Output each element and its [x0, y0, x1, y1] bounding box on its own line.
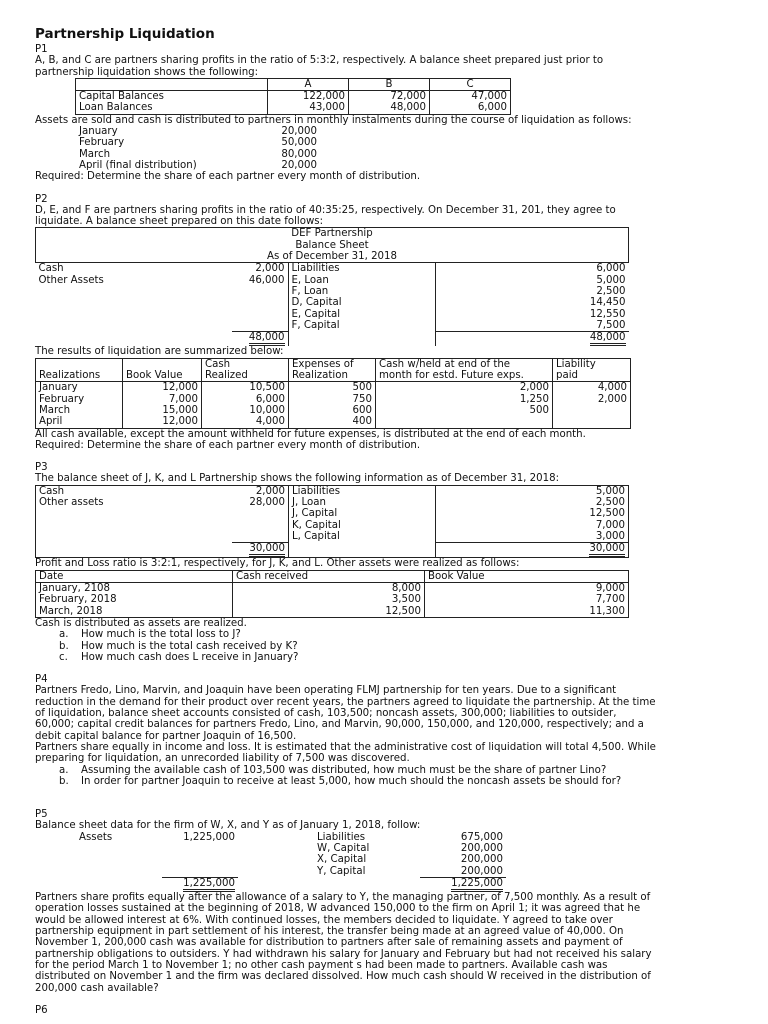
p3-total-liabs-value: 30,000 [589, 543, 625, 557]
p2-cell: 2,000 [376, 382, 553, 394]
p2-liab-amount: 2,500 [435, 286, 629, 297]
p2-liab-amount: 7,500 [435, 320, 629, 332]
p1-row-label: Capital Balances [76, 91, 268, 103]
p3-question [35, 629, 735, 640]
p5-line: would be allowed interest at 6%. With continued losses, the members decided to liquidate. Y agreed to take over [35, 914, 613, 926]
p2-cell [553, 416, 631, 428]
p3-question [35, 641, 735, 652]
p2-cell: 2,000 [553, 394, 631, 405]
p5-line: for the period March 1 to November 1; no other cash payment s had been made to partners. Available cash was [35, 959, 608, 971]
p5-liab-amount: 200,000 [460, 843, 503, 854]
p3-intro: The balance sheet of J, K, and L Partnership shows the following information as of December 31, 2018: [35, 473, 560, 485]
p3-question [35, 652, 735, 663]
p2-liab-label: F, Loan [291, 285, 329, 297]
p3-after: Cash is distributed as assets are realized. [35, 617, 247, 629]
p6-heading: P6 [35, 1004, 48, 1016]
p3-asset-amount: 2,000 [232, 485, 289, 497]
p2-bs-date: As of December 31, 2018 [36, 251, 629, 263]
p3-liab-label: Liabilities [289, 485, 436, 497]
p2-liab-amount: 12,550 [435, 309, 629, 320]
p2-heading: P2 [35, 193, 48, 205]
p3-total-assets [232, 543, 289, 558]
problem-p6 [35, 1005, 735, 1016]
installment-amount: 20,000 [281, 159, 317, 171]
p2-cell: 12,000 [123, 416, 202, 428]
p2-total-liabs [435, 332, 629, 347]
p4-question [35, 765, 735, 776]
p2-cell: 500 [289, 382, 376, 394]
p4-line: Partners share equally in income and loss. It is estimated that the administrative cost of liquidation will total 4,500. While [35, 741, 656, 753]
p2-header: Cash [202, 358, 289, 370]
p1-col-c: C [430, 78, 511, 90]
p3-liab-label: J, Capital [292, 508, 338, 520]
p1-cell: 47,000 [430, 91, 511, 103]
p3-header: Cash received [233, 570, 425, 582]
installment-amount: 80,000 [281, 148, 317, 160]
p4-line: debit capital balance for partner Joaquin of 16,500. [35, 730, 297, 742]
question-text: How much cash does L receive in January? [81, 651, 299, 663]
p5-total-assets [162, 877, 238, 892]
p2-header: Book Value [123, 370, 202, 382]
p2-header: Expenses of [289, 358, 376, 370]
p5-total-liabs-value: 1,225,000 [451, 878, 503, 892]
p2-cell: 15,000 [123, 405, 202, 416]
p3-cell: 12,500 [233, 606, 425, 618]
document-page [35, 26, 735, 1016]
p3-total-assets-value: 30,000 [249, 543, 285, 557]
p3-cell: 9,000 [425, 583, 629, 595]
question-letter: c. [59, 651, 68, 663]
installment-month: February [79, 137, 125, 149]
p2-cell: 7,000 [123, 394, 202, 405]
installment-amount: 50,000 [281, 137, 317, 149]
p1-required: Required: Determine the share of each partner every month of distribution. [35, 171, 421, 183]
p2-cell: 10,500 [202, 382, 289, 394]
p2-required: Required: Determine the share of each partner every month of distribution. [35, 439, 421, 451]
question-text: How much is the total cash received by K? [81, 640, 298, 652]
page-title: Partnership Liquidation [35, 26, 215, 42]
p5-line: partnership obligations to outsiders. Y had withdrawn his salary for January and February but had not received his salary [35, 948, 652, 960]
p2-liab-amount: 5,000 [435, 275, 629, 286]
p3-cell: 3,500 [233, 594, 425, 605]
p2-bs-title: DEF Partnership [36, 228, 629, 240]
p3-cell: March, 2018 [36, 606, 233, 618]
p5-total-assets-value: 1,225,000 [183, 878, 235, 892]
p2-header: Cash w/held at end of the [376, 358, 553, 370]
p2-after: All cash available, except the amount withheld for future expenses, is distributed at the end of each month. [35, 428, 586, 440]
p3-header: Date [36, 570, 233, 582]
p5-assets-amount: 1,225,000 [183, 831, 235, 843]
problem-p4 [35, 674, 735, 787]
p2-header: Realizations [36, 370, 123, 382]
p1-cell: 122,000 [268, 91, 349, 103]
p3-ratio: Profit and Loss ratio is 3:2:1, respectively, for J, K, and L. Other assets were realized as follows: [35, 558, 520, 570]
p5-line: operation losses sustained at the beginning of 2018, W advanced 150,000 to the firm on April 1; it was agreed that he [35, 903, 641, 915]
p2-cell: 4,000 [202, 416, 289, 428]
p5-line: 200,000 cash available? [35, 982, 159, 994]
p2-intro-line-1: D, E, and F are partners sharing profits in the ratio of 40:35:25, respectively. On December 31, 201, they agree to [35, 204, 616, 216]
p3-asset-label: Other assets [36, 497, 233, 508]
p5-total-liabs [420, 877, 506, 892]
p2-liab-amount: 6,000 [435, 263, 629, 275]
p3-liab-amount: 2,500 [436, 497, 629, 508]
p3-total-liabs [436, 543, 629, 558]
p4-line: reduction in the demand for their product over recent years, the partners agreed to liquidate the partnership. At the time [35, 696, 656, 708]
p2-liab-label: E, Capital [291, 308, 341, 320]
question-letter: b. [59, 775, 69, 787]
p3-liab-label: L, Capital [292, 530, 340, 542]
p3-liab-amount: 3,000 [436, 531, 629, 543]
p2-bs-subtitle: Balance Sheet [36, 240, 629, 251]
p2-header: Liability [553, 358, 631, 370]
question-letter: b. [59, 640, 69, 652]
p2-cell: 1,250 [376, 394, 553, 405]
p3-liab-amount: 5,000 [436, 485, 629, 497]
problem-p3 [35, 462, 735, 663]
p5-liab-amount: 200,000 [460, 854, 503, 866]
p2-cell: 600 [289, 405, 376, 416]
p2-cell [376, 416, 553, 428]
p3-header: Book Value [425, 570, 629, 582]
p2-summary: The results of liquidation are summarized below: [35, 346, 284, 358]
p2-cell: January [36, 382, 123, 394]
p2-asset-label: Cash [38, 263, 64, 275]
p4-question [35, 776, 735, 787]
p2-cell: April [36, 416, 123, 428]
p5-liab-amount: 675,000 [460, 831, 503, 843]
p3-cell: 8,000 [233, 583, 425, 595]
p2-balance-sheet [35, 227, 629, 346]
question-text: How much is the total loss to J? [81, 629, 241, 641]
p1-balance-table [75, 78, 511, 115]
p1-col-b: B [349, 78, 430, 90]
p2-header: paid [553, 370, 631, 382]
p2-cell: 400 [289, 416, 376, 428]
p4-line: of liquidation, balance sheet accounts consisted of cash, 103,500; noncash assets, 300,000; liabilities to outsider, [35, 708, 617, 720]
p1-col-a: A [268, 78, 349, 90]
p5-liab-amount: 200,000 [420, 866, 506, 878]
p2-liab-label: E, Loan [291, 274, 329, 286]
p3-balance-sheet [35, 485, 629, 559]
p5-assets-label: Assets [79, 831, 113, 843]
p3-cell: January, 2108 [36, 583, 233, 595]
p1-heading: P1 [35, 44, 48, 55]
p2-total-assets-value: 48,000 [249, 332, 285, 346]
question-letter: a. [59, 629, 69, 641]
p2-intro-line-2: liquidate. A balance sheet prepared on this date follows: [35, 216, 324, 228]
p3-liab-amount: 12,500 [436, 508, 629, 519]
p1-cell: 72,000 [349, 91, 430, 103]
problem-p1 [35, 44, 735, 183]
p2-total-liabs-value: 48,000 [590, 332, 626, 346]
p2-cell: 6,000 [202, 394, 289, 405]
p2-header: Realized [202, 370, 289, 382]
p2-liab-amount: 14,450 [435, 297, 629, 308]
p3-cell: 7,700 [425, 594, 629, 605]
p3-cell: 11,300 [425, 606, 629, 618]
p2-cell: March [36, 405, 123, 416]
p4-heading: P4 [35, 674, 48, 686]
p3-liab-label: K, Capital [292, 519, 341, 531]
question-letter: a. [59, 764, 69, 776]
p5-liab-label: X, Capital [317, 854, 367, 866]
p5-heading: P5 [35, 809, 48, 821]
p5-line: partnership equipment in part settlement of his interest, the transfer being made at an agreed value of 40,000. On [35, 926, 624, 938]
p5-balance-sheet [76, 832, 506, 892]
p4-line: Partners Fredo, Lino, Marvin, and Joaquin have been operating FLMJ partnership for ten years. Due to a significant [35, 685, 617, 697]
p2-cell: 12,000 [123, 382, 202, 394]
p2-cell: 4,000 [553, 382, 631, 394]
p2-liab-label: D, Capital [291, 297, 342, 309]
p5-liab-label: Y, Capital [317, 865, 366, 877]
p2-header: month for estd. Future exps. [376, 370, 553, 382]
p1-cell: 6,000 [430, 102, 511, 114]
p2-cell: 750 [289, 394, 376, 405]
p2-liab-label: Liabilities [291, 263, 340, 275]
p3-cell: February, 2018 [36, 594, 233, 605]
installment-month: January [79, 126, 118, 138]
p2-asset-amount: 2,000 [232, 263, 289, 275]
p4-line: preparing for liquidation, an unrecorded liability of 7,500 was discovered. [35, 753, 410, 765]
question-text: Assuming the available cash of 103,500 was distributed, how much must be the share of partner Lino? [81, 764, 607, 776]
installment-month: April (final distribution) [79, 159, 197, 171]
p1-cell: 48,000 [349, 102, 430, 114]
p3-realization-table [35, 570, 629, 618]
p3-liab-label: J, Loan [292, 496, 326, 508]
p3-asset-amount: 28,000 [232, 497, 289, 508]
p3-heading: P3 [35, 462, 48, 474]
p5-line: Partners share profits equally after the allowance of a salary to Y, the managing partner, of 7,500 monthly. As a result of [35, 892, 651, 904]
p4-line: 60,000; capital credit balances for partners Fredo, Lino, and Marvin, 90,000, 150,000, and 120,000, respectively; and a [35, 719, 644, 731]
installment-month: March [79, 148, 111, 160]
p1-cell: 43,000 [268, 102, 349, 114]
p5-liab-label: W, Capital [317, 843, 370, 854]
p2-header: Realization [289, 370, 376, 382]
p1-installments [76, 126, 320, 171]
installment-amount: 20,000 [281, 126, 317, 138]
p2-cell: 10,000 [202, 405, 289, 416]
p2-asset-amount: 46,000 [232, 275, 289, 286]
p2-liab-label: F, Capital [291, 319, 340, 331]
p2-total-assets [232, 332, 289, 347]
p1-intro-line-1: A, B, and C are partners sharing profits in the ratio of 5:3:2, respectively. A balance sheet prepared just prior to [35, 55, 604, 67]
p5-line: November 1, 200,000 cash was available for distribution to partners after sale of remaining assets and payment of [35, 937, 623, 949]
problem-p2 [35, 194, 735, 452]
p1-row-label: Loan Balances [76, 102, 268, 114]
p3-asset-label: Cash [36, 485, 233, 497]
p3-liab-amount: 7,000 [436, 520, 629, 531]
p5-line: distributed on November 1 and the firm was declared dissolved. How much cash should W received in the distribution of [35, 971, 651, 983]
p5-liab-label: Liabilities [317, 831, 366, 843]
p2-asset-label: Other Assets [38, 274, 104, 286]
p1-after: Assets are sold and cash is distributed to partners in monthly instalments during the course of liquidation as follows: [35, 114, 632, 126]
p2-cell: February [36, 394, 123, 405]
p2-results-table [35, 358, 631, 429]
question-text: In order for partner Joaquin to receive at least 5,000, how much should the noncash assets be should for? [81, 775, 622, 787]
p5-intro: Balance sheet data for the firm of W, X, and Y as of January 1, 2018, follow: [35, 820, 421, 832]
p1-intro-line-2: partnership liquidation shows the following: [35, 66, 259, 78]
p2-cell [553, 405, 631, 416]
problem-p5 [35, 809, 735, 994]
p2-cell: 500 [376, 405, 553, 416]
